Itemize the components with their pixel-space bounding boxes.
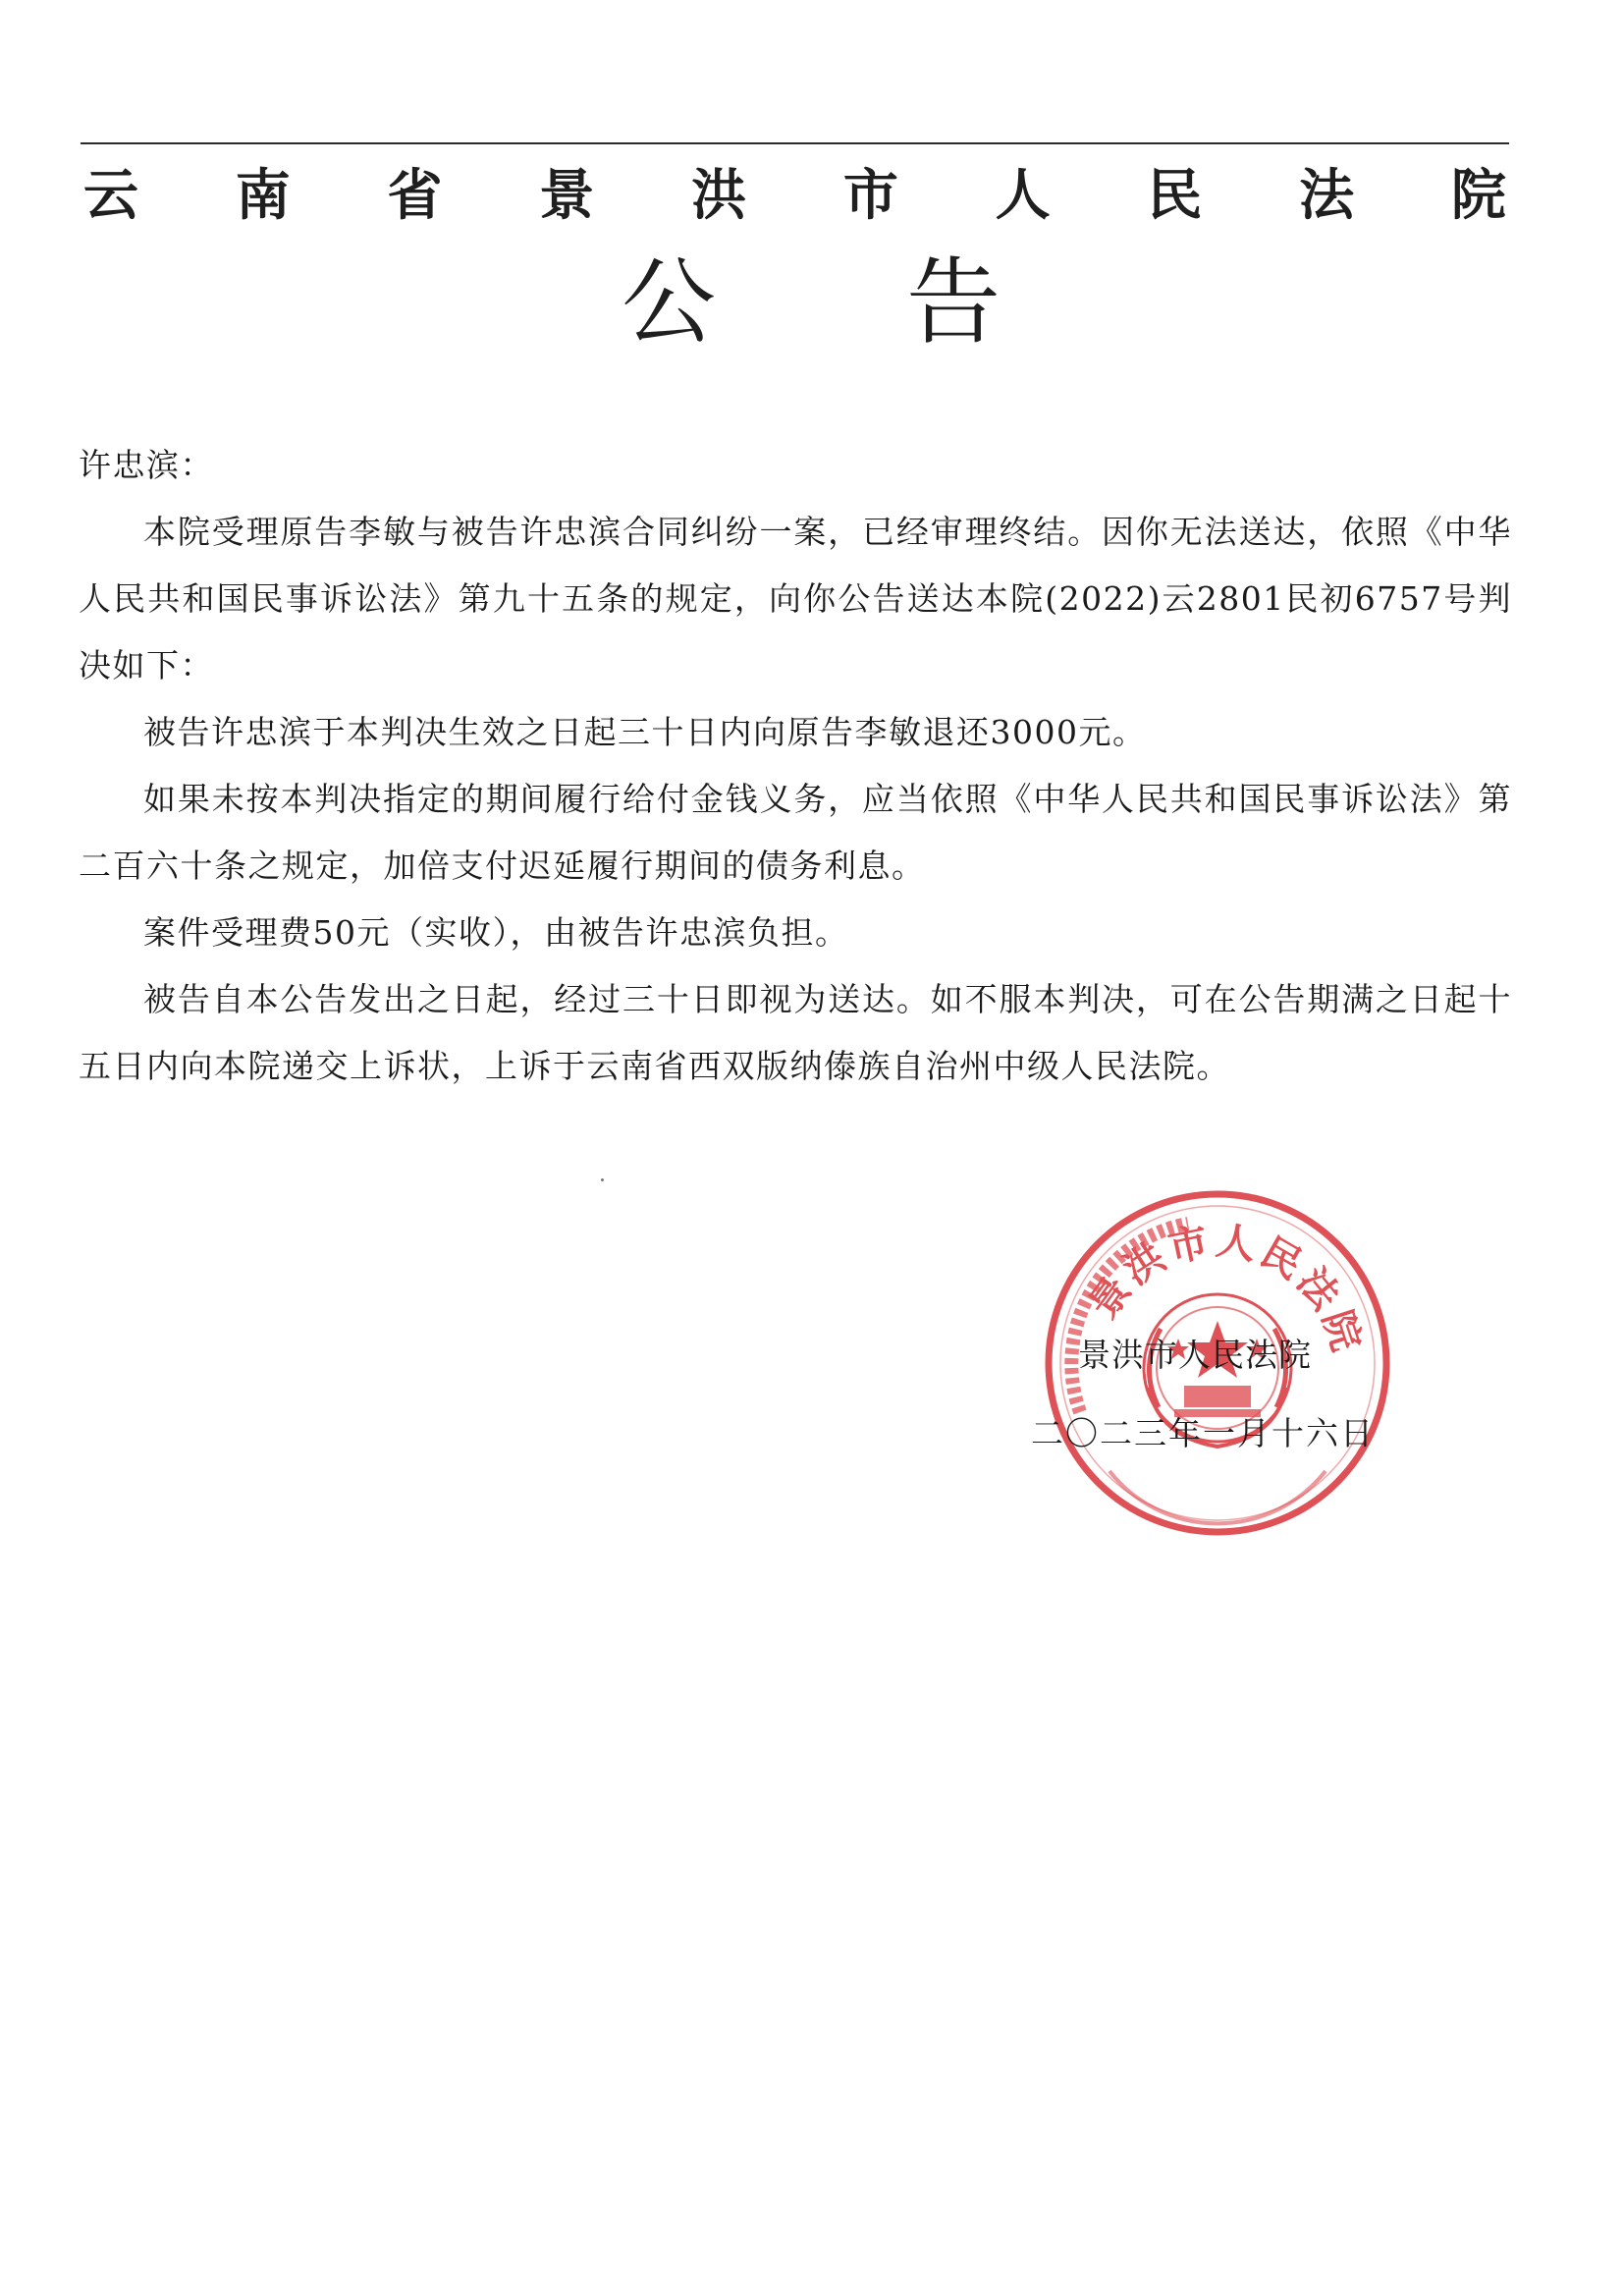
court-name-char: 南 <box>235 164 291 228</box>
notice-title-char: 告 <box>906 246 1001 357</box>
signature-date: 二〇二三年一月十六日 <box>1031 1414 1375 1452</box>
court-name-char: 洪 <box>691 164 747 228</box>
court-name-char: 市 <box>842 164 898 228</box>
body-paragraph: 案件受理费50元（实收），由被告许忠滨负担。 <box>143 913 849 952</box>
body-paragraph: 如果未按本判决指定的期间履行给付金钱义务，应当依照《中华人民共和国民事诉讼法》第二百六十条之规定，加倍支付迟延履行期间的债务利息。 <box>79 780 1512 885</box>
notice-title <box>615 241 1007 357</box>
scan-dot <box>601 1178 604 1181</box>
addressee: 许忠滨： <box>79 446 214 484</box>
notice-title-char: 公 <box>622 246 716 357</box>
signature-court-name: 景洪市人民法院 <box>1078 1336 1312 1374</box>
court-name-char: 景 <box>539 164 595 228</box>
court-name-char: 法 <box>1299 164 1355 228</box>
seal-arc-text: 景洪市人民法院 <box>1079 1217 1372 1361</box>
court-name-char: 院 <box>1450 164 1506 228</box>
body-paragraph: 被告许忠滨于本判决生效之日起三十日内向原告李敏退还3000元。 <box>143 713 1147 751</box>
court-name-header <box>81 157 1509 226</box>
court-name-char: 云 <box>83 164 138 228</box>
body-paragraph: 被告自本公告发出之日起，经过三十日即视为送达。如不服本判决，可在公告期满之日起十五日内向本院递交上诉状，上诉于云南省西双版纳傣族自治州中级人民法院。 <box>79 980 1512 1085</box>
court-name-char: 民 <box>1147 164 1203 228</box>
court-name-char: 人 <box>995 164 1051 228</box>
court-name-char: 省 <box>387 164 443 228</box>
notice-body <box>79 432 1512 1100</box>
body-paragraph: 本院受理原告李敏与被告许忠滨合同纠纷一案，已经审理终结。因你无法送达，依照《中华人民共和国民事诉讼法》第九十五条的规定，向你公告送达本院(2022)云2801民初6757号判决如下： <box>79 513 1512 684</box>
header-rule <box>81 142 1509 144</box>
